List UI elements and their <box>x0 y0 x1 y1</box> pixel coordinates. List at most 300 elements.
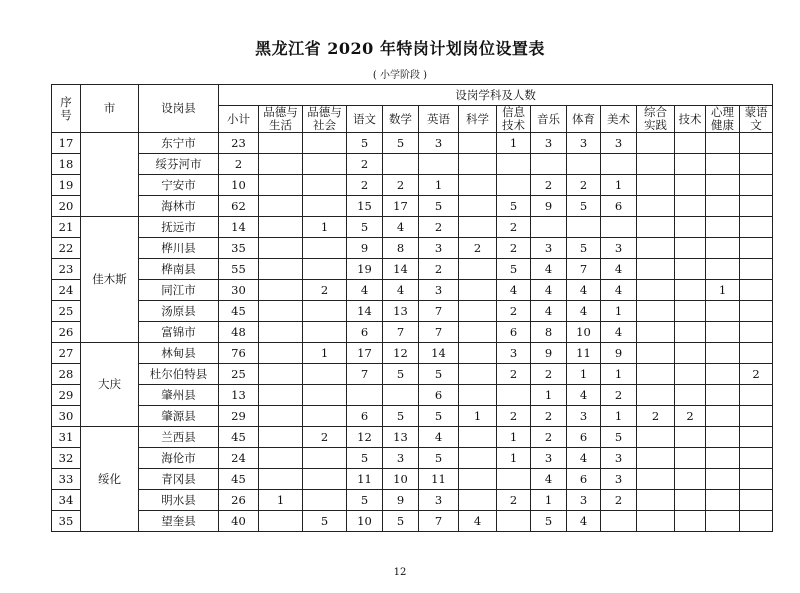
row-value: 9 <box>347 238 383 259</box>
page-number: 12 <box>393 567 407 578</box>
table-row <box>52 196 773 217</box>
row-value: 25 <box>219 364 259 385</box>
row-value: 24 <box>219 448 259 469</box>
row-value: 2 <box>497 217 531 238</box>
header-subject: 心理健康 <box>706 106 740 133</box>
row-value <box>497 175 531 196</box>
row-value <box>675 238 706 259</box>
row-value <box>531 217 567 238</box>
header-subject: 英语 <box>419 106 459 133</box>
row-value <box>303 133 347 154</box>
row-value: 7 <box>383 322 419 343</box>
row-value <box>675 280 706 301</box>
positions-table <box>51 84 773 532</box>
header-subject: 综合实践 <box>637 106 675 133</box>
row-value <box>497 469 531 490</box>
row-value <box>303 469 347 490</box>
row-value: 4 <box>567 448 601 469</box>
row-value: 1 <box>259 490 303 511</box>
row-value <box>419 154 459 175</box>
row-value <box>459 217 497 238</box>
row-value: 14 <box>419 343 459 364</box>
row-value <box>740 385 773 406</box>
row-value: 2 <box>303 427 347 448</box>
row-county: 青冈县 <box>139 469 219 490</box>
row-value: 5 <box>531 511 567 532</box>
row-value <box>706 175 740 196</box>
row-value <box>740 280 773 301</box>
row-value: 4 <box>347 280 383 301</box>
row-value: 19 <box>347 259 383 280</box>
row-value: 1 <box>601 364 637 385</box>
row-value: 4 <box>601 259 637 280</box>
row-value <box>259 469 303 490</box>
row-value: 3 <box>419 238 459 259</box>
row-value: 13 <box>383 427 419 448</box>
row-value: 2 <box>601 490 637 511</box>
header-seq: 序号 <box>52 85 81 133</box>
row-value: 1 <box>497 133 531 154</box>
row-value <box>740 154 773 175</box>
table-row <box>52 469 773 490</box>
row-value: 4 <box>567 511 601 532</box>
row-value <box>459 448 497 469</box>
row-value <box>459 322 497 343</box>
table-row <box>52 427 773 448</box>
row-value <box>675 343 706 364</box>
row-value: 5 <box>383 511 419 532</box>
row-value: 10 <box>347 511 383 532</box>
row-value <box>637 154 675 175</box>
row-value <box>497 385 531 406</box>
row-seq: 31 <box>52 427 81 448</box>
row-value <box>706 133 740 154</box>
row-value: 7 <box>347 364 383 385</box>
row-value: 40 <box>219 511 259 532</box>
page-subtitle: ( 小学阶段 ) <box>372 70 428 81</box>
row-value: 4 <box>531 469 567 490</box>
row-value: 55 <box>219 259 259 280</box>
row-value <box>740 259 773 280</box>
row-value: 4 <box>567 301 601 322</box>
row-county: 桦南县 <box>139 259 219 280</box>
row-value: 2 <box>497 301 531 322</box>
row-value: 1 <box>497 448 531 469</box>
row-seq: 35 <box>52 511 81 532</box>
row-value: 1 <box>567 364 601 385</box>
row-value: 12 <box>383 343 419 364</box>
row-value <box>706 301 740 322</box>
row-value <box>259 280 303 301</box>
row-value: 1 <box>497 427 531 448</box>
row-value: 7 <box>567 259 601 280</box>
row-value <box>459 490 497 511</box>
row-value <box>259 322 303 343</box>
row-value: 2 <box>601 385 637 406</box>
row-county: 汤原县 <box>139 301 219 322</box>
row-value: 5 <box>567 196 601 217</box>
row-value <box>497 154 531 175</box>
row-value: 4 <box>531 280 567 301</box>
header-subject: 体育 <box>567 106 601 133</box>
table-row <box>52 364 773 385</box>
row-value <box>347 385 383 406</box>
row-value <box>675 154 706 175</box>
row-value: 1 <box>601 406 637 427</box>
row-value <box>675 490 706 511</box>
row-value: 5 <box>383 133 419 154</box>
row-value: 1 <box>601 301 637 322</box>
row-value: 2 <box>531 406 567 427</box>
row-seq: 22 <box>52 238 81 259</box>
row-value: 4 <box>383 280 419 301</box>
row-value: 3 <box>419 280 459 301</box>
row-value: 2 <box>497 490 531 511</box>
row-value <box>675 427 706 448</box>
table-row <box>52 133 773 154</box>
row-seq: 28 <box>52 364 81 385</box>
row-value <box>303 364 347 385</box>
row-county: 宁安市 <box>139 175 219 196</box>
header-subject: 美术 <box>601 106 637 133</box>
row-value <box>637 259 675 280</box>
row-value <box>497 511 531 532</box>
row-seq: 26 <box>52 322 81 343</box>
row-value <box>303 196 347 217</box>
table-row <box>52 175 773 196</box>
row-value: 1 <box>706 280 740 301</box>
row-value <box>459 133 497 154</box>
table-row <box>52 343 773 364</box>
row-value: 6 <box>419 385 459 406</box>
row-value <box>303 448 347 469</box>
row-value: 30 <box>219 280 259 301</box>
row-value: 1 <box>531 490 567 511</box>
row-value <box>675 448 706 469</box>
row-value: 4 <box>419 427 459 448</box>
row-value <box>303 301 347 322</box>
row-value: 5 <box>419 448 459 469</box>
row-seq: 27 <box>52 343 81 364</box>
row-value <box>740 175 773 196</box>
row-value: 6 <box>567 427 601 448</box>
row-value <box>637 511 675 532</box>
header-city: 市 <box>81 85 139 133</box>
table-row <box>52 280 773 301</box>
row-value: 9 <box>383 490 419 511</box>
row-value <box>601 511 637 532</box>
row-value <box>303 175 347 196</box>
row-seq: 20 <box>52 196 81 217</box>
row-county: 兰西县 <box>139 427 219 448</box>
row-value: 1 <box>601 175 637 196</box>
row-seq: 17 <box>52 133 81 154</box>
row-value: 14 <box>347 301 383 322</box>
row-seq: 34 <box>52 490 81 511</box>
row-value: 23 <box>219 133 259 154</box>
row-value <box>637 175 675 196</box>
row-county: 抚远市 <box>139 217 219 238</box>
row-value <box>706 238 740 259</box>
row-value: 3 <box>383 448 419 469</box>
row-city: 大庆 <box>81 343 139 427</box>
row-value: 5 <box>419 406 459 427</box>
row-value <box>706 259 740 280</box>
row-value <box>459 175 497 196</box>
row-seq: 33 <box>52 469 81 490</box>
row-seq: 32 <box>52 448 81 469</box>
row-value <box>706 406 740 427</box>
row-value: 3 <box>567 406 601 427</box>
row-value: 4 <box>601 280 637 301</box>
row-seq: 21 <box>52 217 81 238</box>
row-value <box>637 301 675 322</box>
row-value <box>637 490 675 511</box>
table-row <box>52 259 773 280</box>
row-value: 9 <box>601 343 637 364</box>
row-value <box>259 427 303 448</box>
row-value: 2 <box>497 364 531 385</box>
row-value <box>637 385 675 406</box>
row-value <box>706 217 740 238</box>
row-value <box>459 469 497 490</box>
row-value <box>303 238 347 259</box>
row-value: 15 <box>347 196 383 217</box>
table-row <box>52 385 773 406</box>
row-city: 绥化 <box>81 427 139 532</box>
row-value: 45 <box>219 301 259 322</box>
row-city <box>81 133 139 217</box>
table-row <box>52 490 773 511</box>
row-value: 3 <box>497 343 531 364</box>
row-value <box>459 301 497 322</box>
row-value <box>637 217 675 238</box>
row-value: 2 <box>531 175 567 196</box>
row-value: 35 <box>219 238 259 259</box>
row-county: 绥芬河市 <box>139 154 219 175</box>
row-value: 1 <box>303 217 347 238</box>
row-value: 5 <box>567 238 601 259</box>
row-value: 4 <box>497 280 531 301</box>
row-value <box>259 259 303 280</box>
row-value: 2 <box>531 427 567 448</box>
row-value: 1 <box>459 406 497 427</box>
row-value <box>259 385 303 406</box>
row-seq: 18 <box>52 154 81 175</box>
row-value: 2 <box>383 175 419 196</box>
row-value <box>259 154 303 175</box>
row-value <box>303 490 347 511</box>
row-value: 3 <box>531 448 567 469</box>
row-value: 7 <box>419 511 459 532</box>
row-value <box>531 154 567 175</box>
row-value: 7 <box>419 322 459 343</box>
row-value: 3 <box>531 133 567 154</box>
row-value <box>637 427 675 448</box>
row-value: 6 <box>497 322 531 343</box>
row-value <box>567 154 601 175</box>
header-subject: 音乐 <box>531 106 567 133</box>
table-row <box>52 301 773 322</box>
row-seq: 19 <box>52 175 81 196</box>
row-value <box>675 364 706 385</box>
row-value: 17 <box>383 196 419 217</box>
row-value: 5 <box>347 448 383 469</box>
row-value <box>706 490 740 511</box>
row-value: 12 <box>347 427 383 448</box>
row-value <box>259 364 303 385</box>
row-value <box>675 469 706 490</box>
row-value <box>459 280 497 301</box>
row-value <box>740 322 773 343</box>
row-value <box>740 133 773 154</box>
row-value <box>740 448 773 469</box>
row-county: 肇州县 <box>139 385 219 406</box>
row-value <box>740 196 773 217</box>
row-value <box>740 238 773 259</box>
row-value: 2 <box>347 175 383 196</box>
row-value: 5 <box>347 490 383 511</box>
row-value: 2 <box>675 406 706 427</box>
row-value <box>459 196 497 217</box>
row-value <box>459 427 497 448</box>
row-value: 14 <box>219 217 259 238</box>
row-value: 6 <box>567 469 601 490</box>
row-value <box>259 238 303 259</box>
table-row <box>52 238 773 259</box>
row-county: 明水县 <box>139 490 219 511</box>
row-value <box>383 154 419 175</box>
header-subject: 品德与社会 <box>303 106 347 133</box>
row-value: 5 <box>303 511 347 532</box>
row-value: 2 <box>419 217 459 238</box>
row-value: 9 <box>531 343 567 364</box>
row-value <box>303 385 347 406</box>
header-subject: 蒙语文 <box>740 106 773 133</box>
row-value: 5 <box>497 259 531 280</box>
row-value: 5 <box>419 364 459 385</box>
header-subject: 语文 <box>347 106 383 133</box>
row-value: 3 <box>531 238 567 259</box>
row-value: 13 <box>383 301 419 322</box>
row-value: 11 <box>347 469 383 490</box>
row-value: 1 <box>419 175 459 196</box>
row-county: 林甸县 <box>139 343 219 364</box>
row-value <box>675 511 706 532</box>
header-subject: 科学 <box>459 106 497 133</box>
row-value <box>259 175 303 196</box>
row-value: 6 <box>347 322 383 343</box>
header-subject: 技术 <box>675 106 706 133</box>
row-value: 3 <box>601 469 637 490</box>
row-county: 肇源县 <box>139 406 219 427</box>
row-value: 4 <box>531 301 567 322</box>
row-value: 5 <box>601 427 637 448</box>
table-row <box>52 448 773 469</box>
row-value: 11 <box>567 343 601 364</box>
row-value: 6 <box>601 196 637 217</box>
row-value: 13 <box>219 385 259 406</box>
row-value: 11 <box>419 469 459 490</box>
row-value <box>459 154 497 175</box>
page-title: 黑龙江省 2020 年特岗计划岗位设置表 <box>255 39 545 58</box>
row-value <box>637 364 675 385</box>
row-value <box>706 469 740 490</box>
row-value: 2 <box>497 406 531 427</box>
header-subject: 数学 <box>383 106 419 133</box>
row-value: 3 <box>419 133 459 154</box>
row-city: 佳木斯 <box>81 217 139 343</box>
row-value <box>383 385 419 406</box>
row-value <box>675 322 706 343</box>
row-value <box>637 238 675 259</box>
row-value: 2 <box>419 259 459 280</box>
row-value <box>675 301 706 322</box>
row-county: 同江市 <box>139 280 219 301</box>
row-value <box>637 343 675 364</box>
row-value <box>259 217 303 238</box>
row-value <box>259 133 303 154</box>
row-value: 2 <box>303 280 347 301</box>
row-seq: 23 <box>52 259 81 280</box>
row-value: 29 <box>219 406 259 427</box>
row-value: 3 <box>601 448 637 469</box>
row-value <box>706 196 740 217</box>
table-row <box>52 406 773 427</box>
row-value <box>675 385 706 406</box>
row-value <box>675 196 706 217</box>
row-value <box>675 259 706 280</box>
row-value <box>706 448 740 469</box>
row-value <box>303 259 347 280</box>
row-value: 10 <box>383 469 419 490</box>
row-value <box>601 217 637 238</box>
row-value <box>740 406 773 427</box>
row-value <box>675 217 706 238</box>
row-value: 4 <box>383 217 419 238</box>
row-value: 2 <box>459 238 497 259</box>
row-value: 5 <box>419 196 459 217</box>
row-value <box>637 280 675 301</box>
row-seq: 24 <box>52 280 81 301</box>
row-value <box>740 511 773 532</box>
row-county: 海伦市 <box>139 448 219 469</box>
row-value <box>706 343 740 364</box>
row-value: 4 <box>601 322 637 343</box>
row-value <box>303 154 347 175</box>
row-value: 6 <box>347 406 383 427</box>
row-value: 4 <box>459 511 497 532</box>
header-subjects-group: 设岗学科及人数 <box>219 85 773 106</box>
row-value: 2 <box>497 238 531 259</box>
row-value <box>259 343 303 364</box>
row-value <box>740 427 773 448</box>
row-value <box>740 469 773 490</box>
row-county: 海林市 <box>139 196 219 217</box>
row-value <box>706 385 740 406</box>
row-value: 3 <box>419 490 459 511</box>
row-value: 14 <box>383 259 419 280</box>
row-value: 7 <box>419 301 459 322</box>
row-value: 26 <box>219 490 259 511</box>
row-value <box>740 301 773 322</box>
row-value <box>459 343 497 364</box>
row-value <box>675 175 706 196</box>
header-county: 设岗县 <box>139 85 219 133</box>
row-value: 17 <box>347 343 383 364</box>
row-value <box>303 322 347 343</box>
row-value: 5 <box>347 217 383 238</box>
